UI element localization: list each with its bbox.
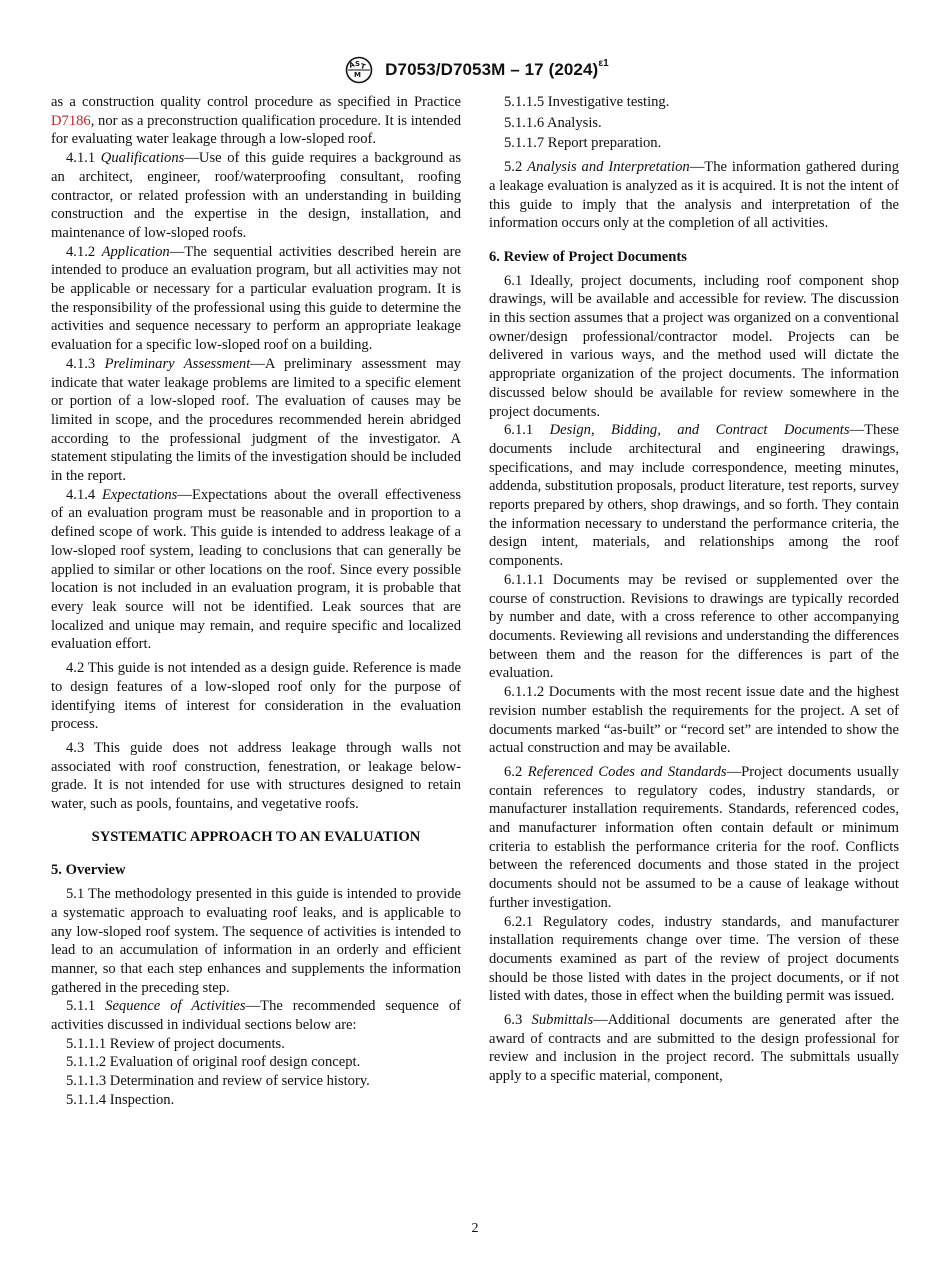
paragraph-6-3: 6.3 Submittals—Additional documents are generated after the award of contracts and are submitted to the design professional for review and inclusion in the project record. The submittals usually apply to a specific material, component, — [489, 1012, 900, 1085]
paragraph-4-3: 4.3 This guide does not address leakage through walls not associated with roof construction, fenestration, or leakage below-grade. It is not intended for use with structures designed to retain water, such as pools, fountains, and vegetative roofs. — [51, 739, 461, 813]
major-heading: SYSTEMATIC APPROACH TO AN EVALUATION — [91, 828, 421, 845]
list-item: 5.1.1.6 Analysis. — [504, 114, 602, 131]
document-designation: D7053/D7053M – 17 $(2024)^{\varepsilon 1}$ — [385, 58, 609, 79]
list-item: 5.1.1.4 Inspection. — [66, 1091, 175, 1108]
paragraph-6-1-1-2: 6.1.1.2 Documents with the most recent issue date and the highest revision number establish the requirements for the project. A set of documents marked “as-built” or “record set” are intended to show the actual construction and may be available. — [489, 684, 899, 757]
epsilon-superscript: ε1 — [598, 58, 609, 70]
svg-text:M: M — [354, 71, 362, 79]
paragraph-5-1-1: 5.1.1 Sequence of Activities—The recommended sequence of activities discussed in individual sections below are: — [51, 998, 462, 1034]
svg-text:S: S — [355, 60, 361, 68]
paragraph-4-1-4: 4.1.4 Expectations—Expectations about the overall effectiveness of an evaluation program must be reasonable and in proportion to a defined scope of work. This guide is intended to address leakage of a low-sloped roof system, leading to conclusions that can generally be applied to similar or other locations on the roof. Since every possible location is not included in an evaluation program, it is probable that every leak source will not be identified. Leak sources that are localized and unique may remain, and require specific and localized evaluation effort. — [51, 486, 461, 653]
paragraph-6-1-1: 6.1.1 Design, Bidding, and Contract Documents—These documents include architectural and engineering drawings, specifications, and may include correspondence, meeting minutes, addenda, substitution proposals, product literature, test reports, survey reports prepared by others, shop drawings, and so forth. They contain the information necessary to understand the performance criteria, the design intent, materials, and relationships among the roof components. — [489, 422, 899, 570]
list-item: 5.1.1.3 Determination and review of service history. — [66, 1073, 370, 1090]
paragraph-6-2: 6.2 Referenced Codes and Standards—Project documents usually contain references to regulatory codes, industry standards, or manufacturer installation requirements. Standards, referenced codes, and manufacturer information often contain default or minimum criteria to establish the performance criteria for the roof. Conflicts between the referenced documents and those stated in the project documents should not be assumed to be a cause of leakage without further investigation. — [489, 763, 899, 911]
page-header — [0, 56, 950, 84]
paragraph-4-1-1: 4.1.1 Qualifications—Use of this guide requires a background as an architect, engineer, roof/waterproofing consultant, roofing contractor, or related profession with an understanding in building construction and the expertise in the design, installation, and maintenance of low-sloped roofs. — [51, 150, 461, 241]
list-item: 5.1.1.7 Report preparation. — [504, 135, 662, 152]
paragraph-5-1: 5.1 The methodology presented in this guide is intended to provide a systematic approach to evaluating roof leaks, and is applicable to any low-sloped roof system. The sequence of activities is intended to lead to an accumulation of information in an orderly and efficient manner, so that each step enhances and supplements the information gathered in the preceding step. — [51, 886, 461, 996]
list-item: 5.1.1.1 Review of project documents. — [66, 1035, 285, 1052]
paragraph-4-1-3: 4.1.3 Preliminary Assessment—A preliminary assessment may indicate that water leakage problems are limited to a specific element or portion of a low-sloped roof. The evaluation of causes may be limited in scope, and the procedures recommended herein abridged according to the professional judgment of the investigator. A statement stipulating the limits of the investigation should be included in the report. — [51, 355, 461, 485]
astm-logo-icon — [341, 56, 377, 84]
paragraph-4-1-2: 4.1.2 Application—The sequential activities described herein are intended to produce an evaluation program, but all activities may not be applicable or necessary for a particular evaluation program. It is the responsibility of the professional using this guide to determine the activities and sequence necessary to perform an appropriate leakage evaluation for a specific low-sloped roof on a building. — [51, 243, 461, 354]
practice-d7186-link[interactable]: D7186 — [51, 112, 91, 129]
paragraph-4-2: 4.2 This guide is not intended as a design guide. Reference is made to design features of a low-sloped roof only for the purpose of identifying items of interest for consideration in the evaluation process. — [51, 660, 461, 733]
paragraph-6-1: 6.1 Ideally, project documents, including roof component shop drawings, will be available and accessible for review. The discussion in this section assumes that a project was organized on a conventional owner/design professional/contractor model. Projects can be delivered in various ways, and the method used will dictate the appropriate organization of the project documents. The information discussed below should be available for review somewhere in the project documents. — [489, 272, 899, 420]
section-5-heading: 5. Overview — [51, 862, 126, 879]
section-6-heading: 6. Review of Project Documents — [489, 248, 687, 265]
paragraph-6-1-1-1: 6.1.1.1 Documents may be revised or supplemented over the course of construction. Revisions to drawings are typically recorded by number and date, with a cross reference to other accompanying documents. Reviewing all revisions and understanding the differences between them and the reason for the differences is part of the evaluation. — [489, 571, 899, 682]
right-column — [489, 93, 899, 1086]
paragraph-6-2-1: 6.2.1 Regulatory codes, industry standards, and manufacturer installation requirements change over time. The version of these documents examined as part of the review of project documents should be those listed with dates in the project documents, or if not listed with dates, those in effect when the building permit was issued. — [489, 913, 899, 1005]
paragraph-5-2: 5.2 Analysis and Interpretation—The information gathered during a leakage evaluation is analyzed as it is acquired. It is not the intent of this guide to imply that the analysis and interpretation of the information occurs only at the completion of all activities. — [489, 159, 899, 232]
list-item: 5.1.1.5 Investigative testing. — [504, 94, 670, 110]
list-item: 5.1.1.2 Evaluation of original roof design concept. — [66, 1054, 361, 1071]
svg-text:A: A — [348, 60, 356, 70]
page-number: 2 — [471, 1221, 479, 1236]
left-column — [51, 93, 461, 1110]
svg-text:T: T — [359, 62, 367, 72]
continued-paragraph: as a construction quality control procedure as specified in Practice D7186, nor as a preconstruction qualification procedure. It is intended for evaluating water leakage through a low-sloped roof. — [51, 94, 461, 148]
